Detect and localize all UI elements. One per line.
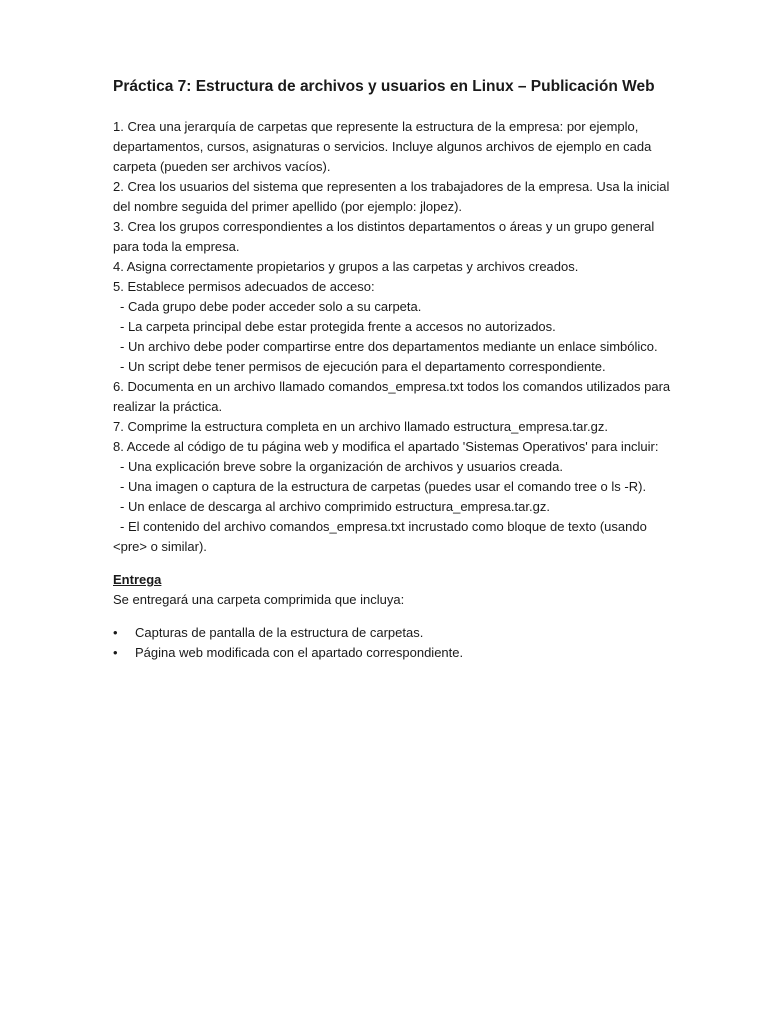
instruction-line: 8. Accede al código de tu página web y modifica el apartado 'Sistemas Operativos' para incluir: bbox=[113, 439, 659, 454]
instruction-line: <pre> o similar). bbox=[113, 539, 207, 554]
instruction-line: 5. Establece permisos adecuados de acceso: bbox=[113, 279, 375, 294]
instruction-subline: - Un enlace de descarga al archivo comprimido estructura_empresa.tar.gz. bbox=[120, 499, 550, 514]
delivery-heading: Entrega bbox=[113, 572, 162, 587]
list-item-text: Capturas de pantalla de la estructura de carpetas. bbox=[135, 625, 424, 640]
bullet-icon: • bbox=[113, 625, 118, 640]
instruction-subline: - Un archivo debe poder compartirse entre dos departamentos mediante un enlace simbólico. bbox=[120, 339, 658, 354]
instruction-line: 1. Crea una jerarquía de carpetas que represente la estructura de la empresa: por ejemplo, bbox=[113, 119, 639, 134]
instruction-line: 3. Crea los grupos correspondientes a los distintos departamentos o áreas y un grupo general bbox=[113, 219, 655, 234]
instruction-subline: - Un script debe tener permisos de ejecución para el departamento correspondiente. bbox=[120, 359, 606, 374]
instruction-line: realizar la práctica. bbox=[113, 399, 223, 414]
page-title: Práctica 7: Estructura de archivos y usuarios en Linux – Publicación Web bbox=[113, 78, 655, 95]
instruction-subline: - Cada grupo debe poder acceder solo a su carpeta. bbox=[120, 299, 422, 314]
instruction-line: 4. Asigna correctamente propietarios y grupos a las carpetas y archivos creados. bbox=[113, 259, 579, 274]
instruction-line: carpeta (pueden ser archivos vacíos). bbox=[113, 159, 331, 174]
instruction-subline: - El contenido del archivo comandos_empresa.txt incrustado como bloque de texto (usando bbox=[120, 519, 647, 534]
delivery-section bbox=[113, 570, 668, 663]
instruction-line: para toda la empresa. bbox=[113, 239, 240, 254]
list-item bbox=[113, 643, 668, 663]
instruction-line: 6. Documenta en un archivo llamado comandos_empresa.txt todos los comandos utilizados para bbox=[113, 379, 671, 394]
instruction-subline: - Una imagen o captura de la estructura de carpetas (puedes usar el comando tree o ls -R). bbox=[120, 479, 647, 494]
delivery-list bbox=[113, 623, 668, 663]
instruction-subline: - Una explicación breve sobre la organización de archivos y usuarios creada. bbox=[120, 459, 563, 474]
list-item bbox=[113, 623, 668, 643]
instruction-line: del nombre seguida del primer apellido (por ejemplo: jlopez). bbox=[113, 199, 463, 214]
instructions-body bbox=[113, 117, 671, 557]
instruction-subline: - La carpeta principal debe estar protegida frente a accesos no autorizados. bbox=[120, 319, 556, 334]
instruction-line: departamentos, cursos, asignaturas o servicios. Incluye algunos archivos de ejemplo en cada bbox=[113, 139, 652, 154]
bullet-icon: • bbox=[113, 645, 118, 660]
instruction-line: 7. Comprime la estructura completa en un archivo llamado estructura_empresa.tar.gz. bbox=[113, 419, 608, 434]
instruction-line: 2. Crea los usuarios del sistema que representen a los trabajadores de la empresa. Usa la inicial bbox=[113, 179, 670, 194]
delivery-intro: Se entregará una carpeta comprimida que incluya: bbox=[113, 592, 405, 607]
list-item-text: Página web modificada con el apartado correspondiente. bbox=[135, 645, 464, 660]
